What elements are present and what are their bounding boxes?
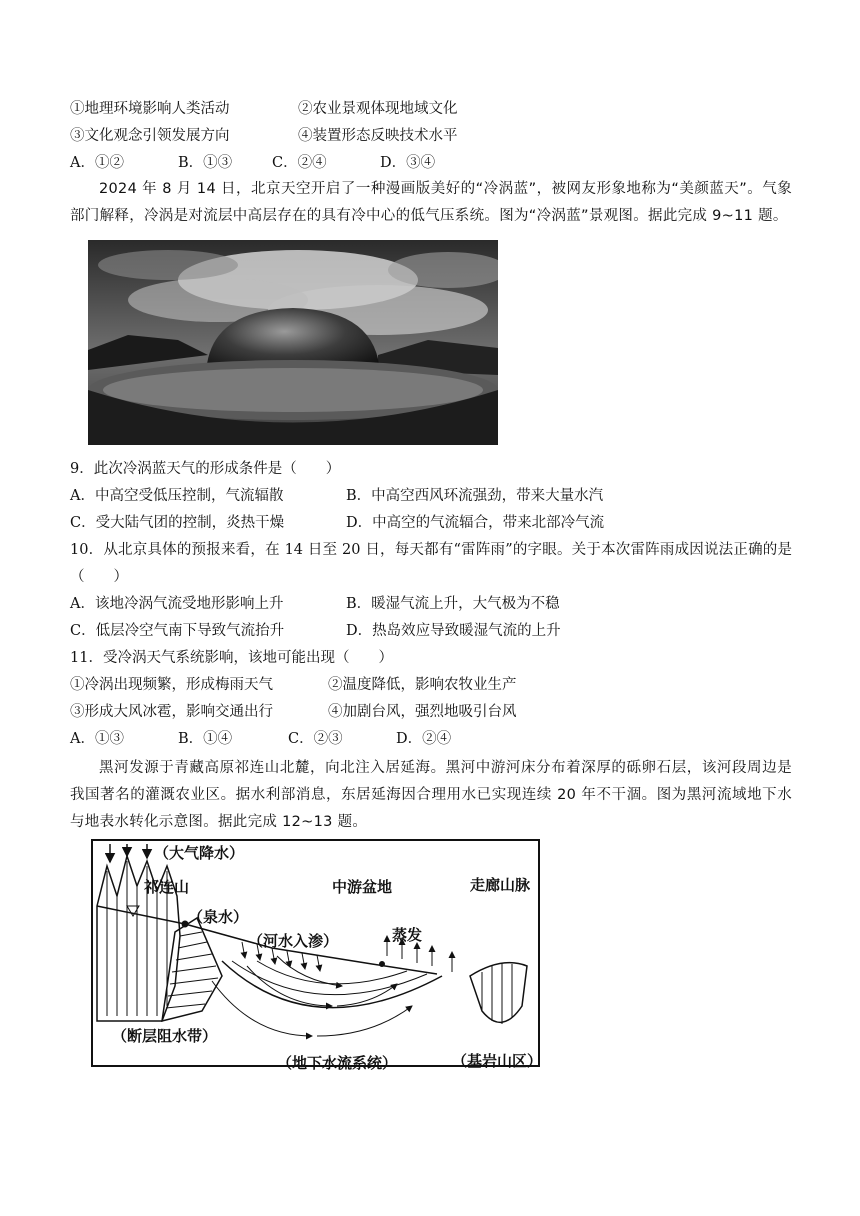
cold-vortex-photo [88,240,498,445]
groundwater-diagram [72,836,577,1080]
q9-choice-d: D．中高空的气流辐合，带来北部冷气流 [346,515,605,531]
label-bedrock: （基岩山区） [452,1052,543,1070]
q11-choice-a: A．①③ [70,731,124,747]
q9-choice-c: C．受大陆气团的控制，炎热干燥 [70,515,285,531]
q11-choice-c: C．②③ [288,731,343,747]
label-basin: 中游盆地 [332,878,393,896]
prev-choice-c: C．②④ [272,155,327,171]
prev-choice-a: A．①② [70,155,124,171]
q10-stem: 10．从北京具体的预报来看，在 14 日至 20 日，每天都有“雷阵雨”的字眼。关于本次雷阵雨成因说法正确的是（ ） [70,542,792,585]
passage-cold-vortex: 2024 年 8 月 14 日，北京天空开启了一种漫画版美好的“冷涡蓝”，被网友形象地称为“美颜蓝天”。气象部门解释，冷涡是对流层中高层存在的具有冷中心的低气压系统。图为“冷涡蓝”景观图。据此完成 9~11 题。 [70,181,792,224]
prev-option-1: ①地理环境影响人类活动 [70,101,230,117]
q10-choice-d: D．热岛效应导致暖湿气流的上升 [346,623,561,639]
q10-choice-c: C．低层冷空气南下导致气流抬升 [70,623,285,639]
q11-option-4: ④加剧台风，强烈地吸引台风 [328,704,517,720]
q11-option-2: ②温度降低，影响农牧业生产 [328,677,517,693]
passage-heihe: 黑河发源于青藏高原祁连山北麓，向北注入居延海。黑河中游河床分布着深厚的砾卵石层，该河段周边是我国著名的灌溉农业区。据水利部消息，东居延海因合理用水已实现连续 20 年不干涸。图为黑河流域地下水与地表水转化示意图。据此完成 12~13 题。 [70,760,792,830]
q9-choice-a: A．中高空受低压控制，气流辐散 [70,488,284,504]
label-corridor: 走廊山脉 [470,876,531,894]
q9-stem: 9．此次冷涡蓝天气的形成条件是（ ） [70,461,341,477]
q11-stem: 11．受冷涡天气系统影响，该地可能出现（ ） [70,650,393,666]
prev-choice-d: D．③④ [380,155,436,171]
label-groundwater: （地下水流系统） [277,1054,398,1072]
q11-choice-b: B．①④ [178,731,233,747]
label-qilian: 祁连山 [144,878,190,896]
q10-choice-a: A．该地冷涡气流受地形影响上升 [70,596,284,612]
prev-option-3: ③文化观念引领发展方向 [70,128,230,144]
q10-choice-b: B．暖湿气流上升，大气极为不稳 [346,596,560,612]
label-fault: （断层阻水带） [112,1027,218,1045]
prev-option-4: ④装置形态反映技术水平 [298,128,458,144]
prev-option-2: ②农业景观体现地域文化 [298,101,458,117]
label-evaporation: 蒸发 [392,926,423,944]
q11-choice-d: D．②④ [396,731,452,747]
label-spring: （泉水） [188,908,249,926]
q11-option-1: ①冷涡出现频繁，形成梅雨天气 [70,677,273,693]
label-precipitation: （大气降水） [154,844,245,862]
q11-option-3: ③形成大风冰雹，影响交通出行 [70,704,273,720]
label-seepage: （河水入渗） [248,932,339,950]
q9-choice-b: B．中高空西风环流强劲，带来大量水汽 [346,488,604,504]
prev-choice-b: B．①③ [178,155,233,171]
